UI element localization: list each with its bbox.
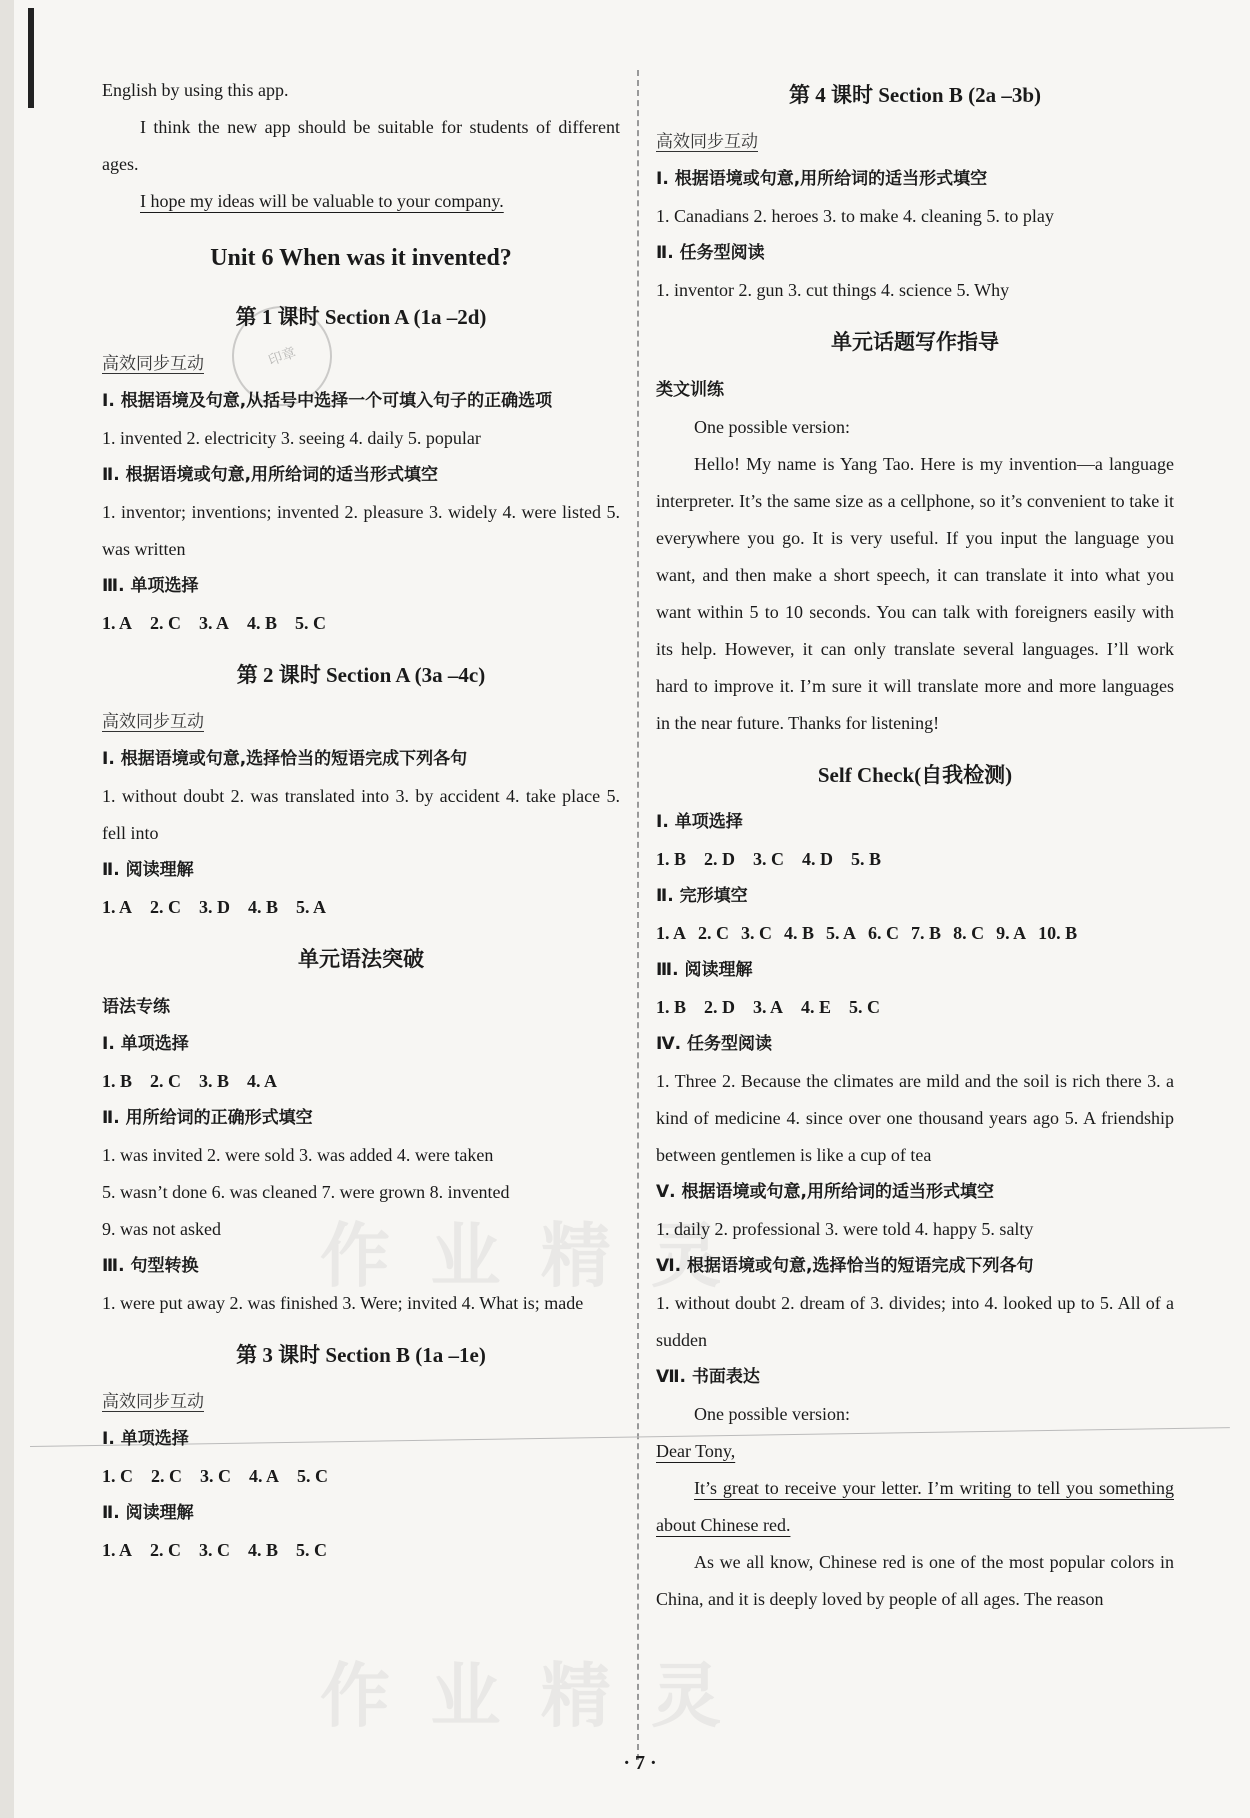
answer-item: 3. C bbox=[200, 1466, 231, 1486]
answer-item: 6. C bbox=[868, 923, 900, 943]
answer-item: 10. B bbox=[1038, 923, 1078, 943]
answer-item: 1. B bbox=[656, 849, 687, 869]
page-edge bbox=[0, 0, 14, 1818]
answer-line: 1. without doubt 2. was translated into 3. by accident 4. take place 5. fell into bbox=[102, 786, 620, 843]
answer-line: 1. without doubt 2. dream of 3. divides; into 4. looked up to 5. All of a sudden bbox=[656, 1293, 1174, 1350]
answer-item: 9. A bbox=[996, 923, 1027, 943]
answer-item: 8. C bbox=[953, 923, 985, 943]
question-heading: Ⅱ. 阅读理解 bbox=[102, 860, 194, 880]
question-heading: Ⅱ. 完形填空 bbox=[656, 886, 748, 906]
answer-item: 5. C bbox=[849, 997, 881, 1017]
answer-item: 1. B bbox=[102, 1071, 133, 1091]
question-heading: Ⅶ. 书面表达 bbox=[656, 1367, 760, 1387]
version-label: One possible version: bbox=[694, 1404, 850, 1424]
question-heading: Ⅱ. 阅读理解 bbox=[102, 1503, 194, 1523]
answer-line: 5. wasn’t done 6. was cleaned 7. were grown 8. invented bbox=[102, 1182, 510, 1202]
answer-item: 3. C bbox=[753, 849, 785, 869]
section-label: 高效同步互动 bbox=[102, 354, 204, 374]
answer-list bbox=[656, 989, 1174, 1026]
answer-item: 1. A bbox=[656, 923, 687, 943]
question-heading: Ⅱ. 用所给词的正确形式填空 bbox=[102, 1108, 313, 1128]
answer-item: 1. A bbox=[102, 1540, 133, 1560]
question-heading: Ⅵ. 根据语境或句意,选择恰当的短语完成下列各句 bbox=[656, 1256, 1034, 1276]
writing-title: 单元话题写作指导 bbox=[831, 330, 999, 354]
letter-paragraph: As we all know, Chinese red is one of the most popular colors in China, and it is deeply loved by people of all ages. The reason bbox=[656, 1552, 1174, 1609]
lesson-title: 第 1 课时 Section A (1a –2d) bbox=[235, 305, 487, 329]
grammar-title: 单元语法突破 bbox=[298, 947, 424, 971]
answer-list bbox=[102, 1458, 620, 1495]
answer-item: 4. B bbox=[784, 923, 815, 943]
question-heading: Ⅱ. 任务型阅读 bbox=[656, 243, 765, 263]
intro-line: I think the new app should be suitable for students of different ages. bbox=[102, 117, 620, 174]
answer-line: 1. Canadians 2. heroes 3. to make 4. cleaning 5. to play bbox=[656, 206, 1054, 226]
answer-item: 4. D bbox=[802, 849, 834, 869]
page-number: · 7 · bbox=[623, 1752, 657, 1774]
section-label: 高效同步互动 bbox=[102, 712, 204, 732]
answer-line: 1. was invited 2. were sold 3. was added 4. were taken bbox=[102, 1145, 494, 1165]
question-heading: Ⅲ. 阅读理解 bbox=[656, 960, 753, 980]
question-heading: Ⅰ. 单项选择 bbox=[102, 1429, 189, 1449]
sample-essay: Hello! My name is Yang Tao. Here is my invention—a language interpreter. It’s the same size as a cellphone, so it’s convenient to take it everywhere you go. It is very useful. If you input the language you want, and then make a short speech, it can translate it into what you want within 5 to 10 seconds. You can talk with foreigners easily with its help. However, it can only translate several languages. I’ll work hard to improve it. I’m sure it will translate more and more languages in the near future. Thanks for listening! bbox=[656, 454, 1174, 733]
answer-item: 2. C bbox=[150, 613, 182, 633]
answer-item: 1. C bbox=[102, 1466, 133, 1486]
intro-line: I hope my ideas will be valuable to your company. bbox=[140, 191, 504, 211]
answer-line: 1. Three 2. Because the climates are mild and the soil is rich there 3. a kind of medicine 4. since over one thousand years ago 5. A friendship between gentlemen is like a cup of tea bbox=[656, 1071, 1174, 1165]
intro-line: English by using this app. bbox=[102, 80, 289, 100]
answer-item: 3. D bbox=[199, 897, 231, 917]
answer-item: 1. A bbox=[102, 613, 133, 633]
answer-item: 1. A bbox=[102, 897, 133, 917]
answer-item: 5. A bbox=[826, 923, 857, 943]
answer-item: 3. C bbox=[199, 1540, 231, 1560]
answer-item: 5. B bbox=[851, 849, 882, 869]
answer-line: 1. inventor 2. gun 3. cut things 4. science 5. Why bbox=[656, 280, 1010, 300]
answer-item: 4. B bbox=[247, 613, 278, 633]
question-heading: Ⅰ. 根据语境或句意,用所给词的适当形式填空 bbox=[656, 169, 988, 189]
letter-greeting: Dear Tony, bbox=[656, 1441, 736, 1461]
answer-item: 2. C bbox=[698, 923, 730, 943]
left-column bbox=[102, 72, 620, 1569]
answer-item: 4. E bbox=[801, 997, 832, 1017]
watermark: 作 业 精 灵 bbox=[320, 1215, 730, 1297]
question-heading: Ⅴ. 根据语境或句意,用所给词的适当形式填空 bbox=[656, 1182, 994, 1202]
answer-item: 4. A bbox=[249, 1466, 280, 1486]
answer-line: 9. was not asked bbox=[102, 1219, 221, 1239]
answer-item: 3. B bbox=[199, 1071, 230, 1091]
letter-paragraph: It’s great to receive your letter. I’m writing to tell you something about Chinese red. bbox=[656, 1478, 1174, 1535]
answer-item: 3. A bbox=[199, 613, 230, 633]
sub-heading: 类文训练 bbox=[656, 380, 724, 400]
question-heading: Ⅰ. 单项选择 bbox=[656, 812, 743, 832]
binding-mark bbox=[28, 8, 34, 108]
answer-item: 7. B bbox=[911, 923, 942, 943]
answer-list bbox=[656, 915, 1174, 952]
answer-item: 1. B bbox=[656, 997, 687, 1017]
lesson-title: 第 4 课时 Section B (2a –3b) bbox=[789, 83, 1041, 107]
answer-item: 2. C bbox=[150, 1071, 182, 1091]
answer-line: 1. daily 2. professional 3. were told 4. happy 5. salty bbox=[656, 1219, 1034, 1239]
answer-list bbox=[102, 889, 620, 926]
question-heading: Ⅰ. 单项选择 bbox=[102, 1034, 189, 1054]
answer-item: 4. B bbox=[248, 1540, 279, 1560]
answer-item: 3. A bbox=[753, 997, 784, 1017]
question-heading: Ⅱ. 根据语境或句意,用所给词的适当形式填空 bbox=[102, 465, 439, 485]
answer-list bbox=[102, 1532, 620, 1569]
answer-line: 1. invented 2. electricity 3. seeing 4. daily 5. popular bbox=[102, 428, 481, 448]
answer-item: 5. C bbox=[295, 613, 327, 633]
unit-title: Unit 6 When was it invented? bbox=[210, 245, 512, 271]
lesson-title: 第 2 课时 Section A (3a –4c) bbox=[236, 663, 486, 687]
answer-item: 2. C bbox=[150, 897, 182, 917]
question-heading: Ⅲ. 句型转换 bbox=[102, 1256, 199, 1276]
sub-heading: 语法专练 bbox=[102, 997, 170, 1017]
answer-line: 1. inventor; inventions; invented 2. pleasure 3. widely 4. were listed 5. was written bbox=[102, 502, 620, 559]
answer-item: 2. D bbox=[704, 849, 736, 869]
answer-list bbox=[656, 841, 1174, 878]
answer-list bbox=[102, 1063, 620, 1100]
column-divider bbox=[637, 70, 639, 1760]
answer-line: 1. were put away 2. was finished 3. Were; invited 4. What is; made bbox=[102, 1293, 584, 1313]
lesson-title: 第 3 课时 Section B (1a –1e) bbox=[236, 1343, 486, 1367]
answer-item: 2. C bbox=[151, 1466, 182, 1486]
answer-item: 2. C bbox=[150, 1540, 182, 1560]
question-heading: Ⅳ. 任务型阅读 bbox=[656, 1034, 773, 1054]
answer-item: 4. B bbox=[248, 897, 279, 917]
stamp-watermark: 印章 bbox=[218, 292, 346, 420]
question-heading: Ⅰ. 根据语境或句意,选择恰当的短语完成下列各句 bbox=[102, 749, 468, 769]
answer-item: 4. A bbox=[247, 1071, 278, 1091]
right-column bbox=[656, 72, 1174, 1618]
selfcheck-title: Self Check(自我检测) bbox=[817, 763, 1013, 787]
answer-item: 3. C bbox=[741, 923, 773, 943]
section-label: 高效同步互动 bbox=[656, 132, 758, 152]
watermark: 作 业 精 灵 bbox=[320, 1655, 730, 1737]
question-heading: Ⅰ. 根据语境及句意,从括号中选择一个可填入句子的正确选项 bbox=[102, 391, 553, 411]
answer-item: 5. A bbox=[296, 897, 327, 917]
answer-item: 5. C bbox=[297, 1466, 329, 1486]
answer-item: 5. C bbox=[296, 1540, 328, 1560]
question-heading: Ⅲ. 单项选择 bbox=[102, 576, 199, 596]
section-label: 高效同步互动 bbox=[102, 1392, 204, 1412]
answer-item: 2. D bbox=[704, 997, 736, 1017]
version-label: One possible version: bbox=[694, 417, 850, 437]
answer-list bbox=[102, 605, 620, 642]
